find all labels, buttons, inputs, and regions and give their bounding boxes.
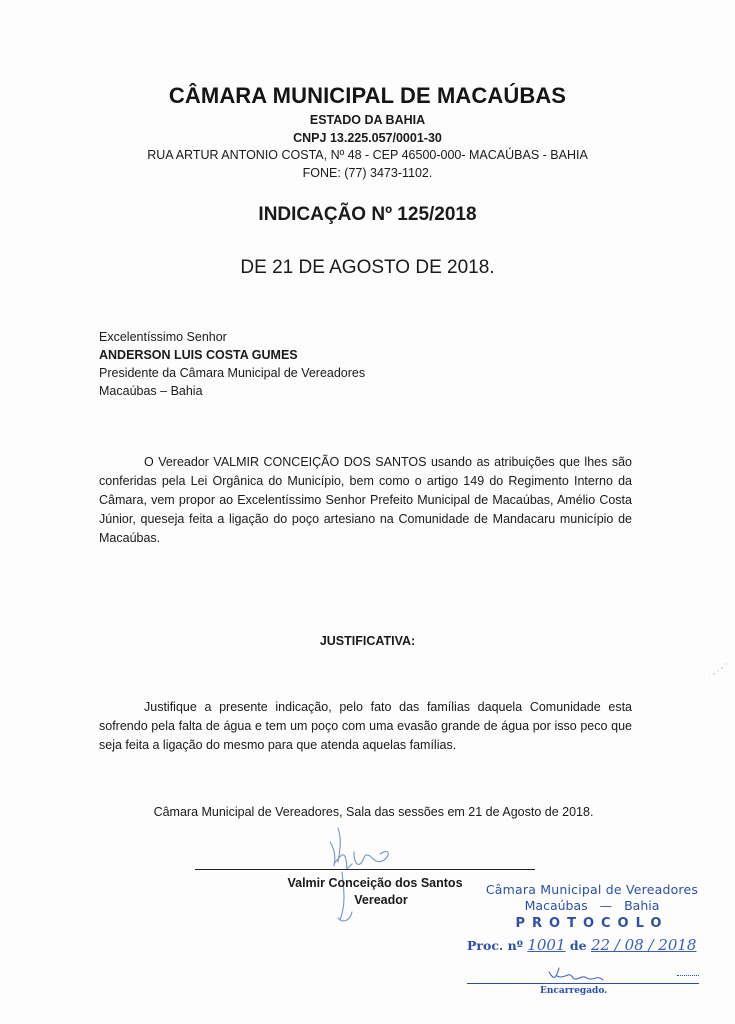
signature-line xyxy=(195,869,535,870)
stamp-date-label: de xyxy=(569,938,587,953)
document-title: INDICAÇÃO Nº 125/2018 xyxy=(258,204,477,225)
recipient-salutation: Excelentíssimo Senhor xyxy=(99,330,227,344)
cnpj-label: CNPJ 13.225.057/0001-30 xyxy=(293,131,442,145)
stamp-date-value: 22 / 08 / 2018 xyxy=(590,936,697,954)
scan-speckle xyxy=(700,660,730,690)
stamp-location: Macaúbas — Bahia xyxy=(524,898,660,913)
stamp-encarregado-label: Encarregado. xyxy=(540,986,608,996)
stamp-proc-number: 1001 xyxy=(527,936,566,954)
address-label: RUA ARTUR ANTONIO COSTA, Nº 48 - CEP 46500-000- MACAÚBAS - BAHIA xyxy=(147,148,588,162)
stamp-institution: Câmara Municipal de Vereadores xyxy=(485,882,699,897)
protocol-stamp xyxy=(455,878,725,1008)
closing-line: Câmara Municipal de Vereadores, Sala das sessões em 21 de Agosto de 2018. xyxy=(153,805,594,819)
justification-heading: JUSTIFICATIVA: xyxy=(319,634,416,648)
stamp-dash xyxy=(677,975,699,976)
stamp-signature-line xyxy=(467,983,699,984)
body-paragraph: O Vereador VALMIR CONCEIÇÃO DOS SANTOS usando as atribuições que lhes são conferidas pela Lei Orgânica do Município, bem como o artigo 149 do Regimento Interno da Câmara, vem propor ao Excelentíssimo Senhor Prefeito Municipal de Macaúbas, Amélio Costa Júnior, queseja feita a ligação do poço artesiano na Comunidade de Mandacaru município de Macaúbas. xyxy=(99,455,632,545)
justification-paragraph: Justifique a presente indicação, pelo fato das famílias daquela Comunidade esta sofrendo pela falta de água e tem um poço com uma evasão grande de água por isso peco que seja feita a ligação do mesmo para que atenda aquelas famílias. xyxy=(99,700,632,752)
stamp-process-line xyxy=(467,936,696,954)
handwritten-signature xyxy=(300,820,420,930)
recipient-position: Presidente da Câmara Municipal de Vereadores xyxy=(99,366,366,380)
recipient-block xyxy=(99,328,365,400)
institution-title: CÂMARA MUNICIPAL DE MACAÚBAS xyxy=(168,83,567,108)
recipient-name: ANDERSON LUIS COSTA GUMES xyxy=(99,348,298,362)
signer-name: Valmir Conceição dos Santos xyxy=(287,876,463,890)
recipient-location: Macaúbas – Bahia xyxy=(99,384,203,398)
signer-role: Vereador xyxy=(354,893,408,907)
stamp-protocol-label: PROTOCOLO xyxy=(515,916,669,931)
phone-label: FONE: (77) 3473-1102. xyxy=(302,166,433,180)
state-label: ESTADO DA BAHIA xyxy=(309,113,426,127)
stamp-proc-label: Proc. nº xyxy=(467,938,523,953)
document-date: DE 21 DE AGOSTO DE 2018. xyxy=(240,257,495,278)
